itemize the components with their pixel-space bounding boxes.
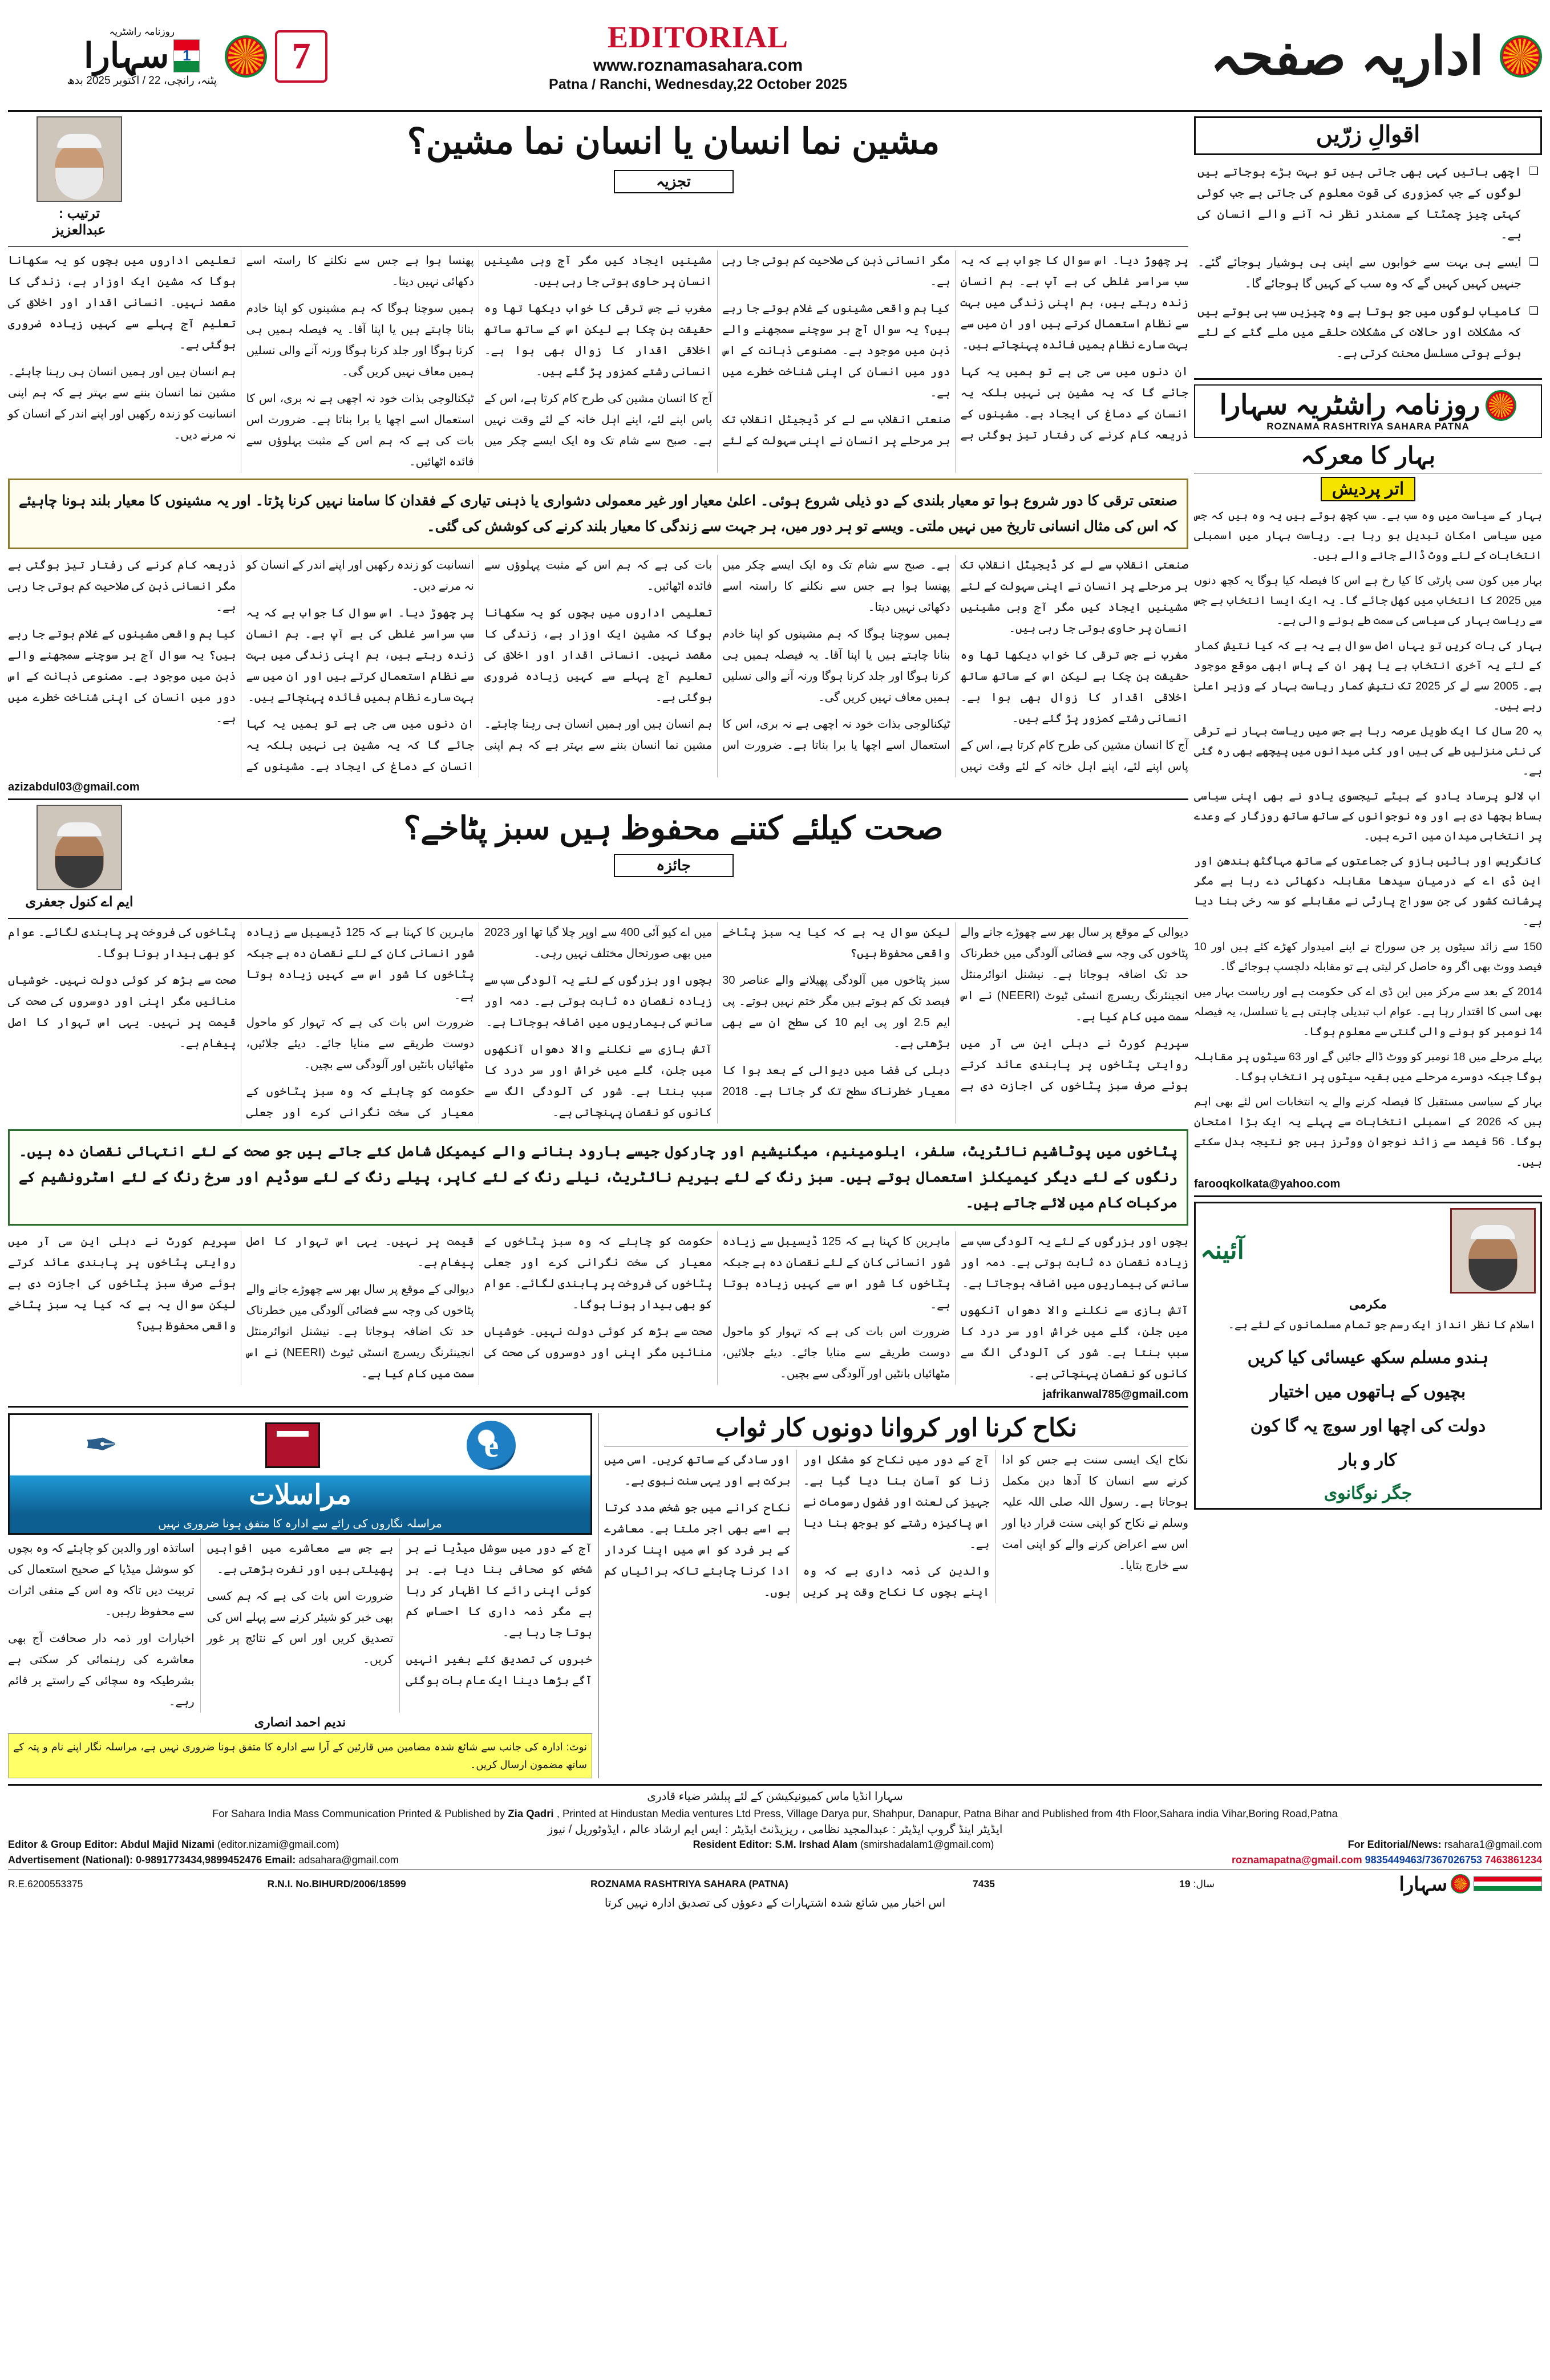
list-item: ❑ کامیاب لوگوں میں جو ہوتا ہے وہ چیزیں سب ہی ہوتے ہیں کہ مشکلات اور حالات کی مشکلات حلقے میں ملے گئے کے لئے ہوئے ہوتی مسلسل محنت کرتی ہے۔ xyxy=(1197,302,1539,364)
paragraph: بچوں اور بزرگوں کے لئے یہ آلودگی سب سے زیادہ نقصان دہ ثابت ہوتی ہے۔ دمہ اور سانس کی بیماریوں میں اضافہ ہوجاتا ہے۔ xyxy=(960,1235,1188,1290)
paragraph: آتش بازی سے نکلنے والا دھواں آنکھوں میں جلن، گلے میں خراش اور سر درد کا سبب بنتا ہے۔ شور کی آلودگی الگ سے کانوں کو نقصان پہنچاتی ہے۔ xyxy=(484,1043,713,1119)
poet-face-illustration xyxy=(1468,1234,1517,1288)
paragraph: اساتذہ اور والدین کو چاہئے کہ وہ بچوں کو سوشل میڈیا کے صحیح استعمال کی تربیت دیں تاکہ وہ اس کے منفی اثرات سے محفوظ رہیں۔ xyxy=(8,1542,195,1618)
logo-urdu: سہارا xyxy=(84,36,169,75)
nikah-body xyxy=(604,1450,1188,1603)
paragraph: نکاح کرانے میں جو شخص مدد کرتا ہے اسے بھی اجر ملتا ہے۔ معاشرے کے ہر فرد کو اس میں اپنا کردار ادا کرنا چاہئے تاکہ برائیاں کم ہوں۔ xyxy=(604,1502,791,1599)
ad-email[interactable]: adsahara@gmail.com xyxy=(298,1854,399,1866)
ad-national-phone: 0-9891773434,9899452476 xyxy=(136,1854,262,1866)
paragraph: بچوں اور بزرگوں کے لئے یہ آلودگی سب سے زیادہ نقصان دہ ثابت ہوتی ہے۔ دمہ اور سانس کی بیماریوں میں اضافہ ہوجاتا ہے۔ xyxy=(484,974,713,1029)
paragraph: بہار کے سیاست میں وہ سب ہے۔ سب کچھ ہوتے ہیں یہ وہ ہیں کہ جس میں سیاسی امکان تبدیل ہو رہا ہے۔ ریاست بہار میں اسمبلی انتخابات کے لئے ووٹ ڈالے جانے والے ہیں۔ xyxy=(1194,509,1542,562)
paragraph: آج کے دور میں سوشل میڈیا نے ہر شخص کو صحافی بنا دیا ہے۔ ہر کوئی اپنی رائے کا اظہار کر رہا ہے مگر ذمہ داری کا احساس کم ہوتا جا رہا ہے۔ xyxy=(406,1542,592,1639)
paragraph: کانگریس اور بائیں بازو کی جماعتوں کے ساتھ مہاگٹھ بندھن اور این ڈی اے کے درمیان سیدھا مقابلہ دکھائی دے رہا ہے مگر پرشانت کشور کی جن سوراج پارٹی نے مقابلے کو سہ رخی بنا دیا ہے۔ xyxy=(1194,855,1542,928)
divider xyxy=(8,1406,1188,1408)
editorial-news-email[interactable]: rsahara1@gmail.com xyxy=(1444,1838,1542,1850)
paragraph: 150 سے زائد سیٹوں پر جن سوراج نے اپنے امیدوار کھڑے کئے ہیں اور 10 فیصد ووٹ بھی اگر وہ حاصل کر لیتی ہے تو مقابلہ دلچسپ ہوجائے گا۔ xyxy=(1194,940,1542,973)
paragraph: اب لالو پرساد یادو کے بیٹے تیجسوی یادو نے بھی اپنی سیاسی بساط بچھا دی ہے اور وہ نوجوانوں کے ساتھ ساتھ روزگار کے وعدے پر انتخابی میدان میں اترے ہیں۔ xyxy=(1194,789,1542,843)
footer-disclaimer: اس اخبار میں شائع شدہ اشتہارات کے دعوؤں کی تصدیق ادارہ نہیں کرتا xyxy=(604,1896,946,1909)
paragraph: ہم انسان ہیں اور ہمیں انسان ہی رہنا چاہئے۔ مشین نما انسان بننے سے بہتر ہے کہ ہم اپنی انسانیت کو زندہ رکھیں اور اپنے اندر کے انسان کو نہ مرنے دیں۔ xyxy=(246,559,713,752)
masthead-center xyxy=(327,6,1069,107)
nikah-article xyxy=(604,1413,1188,1778)
sahara-banner-urdu: روزنامہ راشٹریہ سہارا xyxy=(1219,390,1480,420)
aqwal-list xyxy=(1194,160,1542,374)
poet-name: جگر نوگانوی xyxy=(1324,1483,1413,1503)
issue-number: 7435 xyxy=(972,1878,995,1890)
editor-label: Editor & Group Editor: xyxy=(8,1838,118,1850)
editor-name: Abdul Majid Nizami xyxy=(120,1838,215,1850)
aqwal-title: اقوالِ زرّیں xyxy=(1194,116,1542,155)
article-2-pullquote: پٹاخوں میں پوٹاشیم نائٹریٹ، سلفر، ایلومینیم، میگنیشیم اور چارکول جیسے بارود بنانے والے کیمیکل شامل کئے جاتے ہیں جو صحت کے لئے انتہائی نقصان دہ ہیں۔ رنگوں کے لئے دیگر کیمیکلز استعمال ہوتے ہیں۔ سبز رنگ کے لئے بیریم نائٹریٹ، نیلے رنگ کے لئے کاپر، پیلے رنگ کے لئے سوڈیم اور سرخ رنگ کے لئے اسٹرونشیم کے مرکبات کام میں لائے جاتے ہیں۔ xyxy=(8,1129,1188,1226)
paragraph: صحت سے بڑھ کر کوئی دولت نہیں۔ خوشیاں منائیں مگر اپنی اور دوسروں کی صحت کی قیمت پر نہیں۔ یہی اس تہوار کا اصل پیغام ہے۔ xyxy=(246,1235,713,1359)
article-1-body-cont xyxy=(8,555,1188,777)
paragraph: دہلی کی فضا میں دیوالی کے بعد ہوا کا معیار خطرناک سطح تک گر جاتا ہے۔ 2018 میں اے کیو آئی 400 سے اوپر چلا گیا تھا اور 2023 میں بھی صورتحال مختلف نہیں رہی۔ xyxy=(484,926,950,1098)
author-prefix: ترتیب : xyxy=(58,206,100,221)
poet-photo xyxy=(1450,1208,1536,1294)
murasalat-author: ندیم احمد انصاری xyxy=(254,1715,346,1729)
paragraph: سپریم کورٹ نے دہلی این سی آر میں روایتی پٹاخوں پر پابندی عائد کرتے ہوئے صرف سبز پٹاخوں کی اجازت دی ہے لیکن سوال یہ ہے کہ کیا یہ سبز پٹاخے واقعی محفوظ ہیں؟ xyxy=(722,926,1188,1092)
murasalat-box xyxy=(8,1413,592,1535)
bihar-email[interactable]: farooqkolkata@yahoo.com xyxy=(1194,1177,1341,1190)
footer-editors-row xyxy=(8,1839,1542,1851)
article-2-tag: جائزہ xyxy=(614,854,734,877)
sidebar-column xyxy=(1194,116,1542,1778)
divider xyxy=(8,798,1188,800)
divider xyxy=(8,246,1188,247)
author-name: ایم اے کنول جعفری xyxy=(25,894,133,910)
article-2-body xyxy=(8,922,1188,1124)
divider xyxy=(1194,1195,1542,1197)
rni-number: R.N.I. No.BIHURD/2006/18599 xyxy=(267,1878,406,1890)
footer-ads-row xyxy=(8,1854,1542,1866)
murasalat-note: مراسلہ نگاروں کی رائے سے ادارہ کا متفق ہونا ضروری نہیں xyxy=(10,1514,590,1533)
newspaper-logo xyxy=(67,26,217,87)
editorial-news-label: For Editorial/News: xyxy=(1347,1838,1442,1850)
author-face-illustration xyxy=(55,143,104,197)
paragraph: حکومت کو چاہئے کہ وہ سبز پٹاخوں کے معیار کی سخت نگرانی کرے اور جعلی پٹاخوں کی فروخت پر پابندی لگائے۔ عوام کو بھی بیدار ہونا ہوگا۔ xyxy=(484,1235,713,1311)
paragraph: پہلے مرحلے میں 18 نومبر کو ووٹ ڈالے جائیں گے اور 63 سیٹوں پر مقابلہ ہوگا جبکہ دوسرے مرحلے میں بقیہ سیٹوں پر انتخاب ہوگا۔ xyxy=(1194,1051,1542,1084)
masthead-logo-area xyxy=(8,6,327,107)
footer-logo xyxy=(1399,1872,1542,1896)
mirror-title: آئینہ xyxy=(1200,1236,1244,1265)
divider xyxy=(1194,378,1542,380)
paragraph: ماہرین کا کہنا ہے کہ 125 ڈیسیبل سے زیادہ شور انسانی کان کے لئے نقصان دہ ہے جبکہ پٹاخوں کا شور اس سے کہیں زیادہ ہوتا ہے۔ xyxy=(246,926,474,1002)
re-number: R.E.6200553375 xyxy=(8,1878,83,1890)
mirror-header xyxy=(1200,1208,1536,1294)
author-face-illustration xyxy=(55,831,104,886)
article-1-body xyxy=(8,250,1188,473)
article-2-body-cont xyxy=(8,1231,1188,1385)
footer-phones: 9835449463/7367026753 xyxy=(1365,1854,1482,1866)
list-item: ❑ ایسے ہی بہت سے خوابوں سے اپنی ہی ہوشیار ہوجائے گئے۔ جنہیں کہیں کہیں گے کہ وہ سب کے کہیں گا ہوجائے گا۔ xyxy=(1197,253,1539,295)
resident-editor-email[interactable]: (smirshadalam1@gmail.com) xyxy=(860,1838,994,1850)
couplet-line: بچیوں کے ہاتھوں میں اختیار xyxy=(1270,1382,1466,1401)
murasalat-section xyxy=(8,1413,592,1778)
paragraph: ان دنوں میں سی جی ہے تو ہمیں یہ کہا جائے گا کہ یہ مشین ہی نہیں بلکہ یہ انسان کے دماغ کی ایجاد ہے۔ مشینوں کے ذریعہ کام کرنے کی رفتار تیز ہوگئی ہے مگر انسانی ذہن کی صلاحیت کم ہوتی جا رہی ہے۔ xyxy=(722,254,1188,441)
article-1-author-box xyxy=(8,116,151,238)
paragraph: بہار میں کون سی پارٹی کا کیا رخ ہے اس کا فیصلہ کیا ہوگا یہ کچھ دنوں میں 2025 کا انتخاب میں کھل جائے گا۔ یہ ایک ایسا انتخاب ہے جس سے ریاست بہار کی سیاسی کی سمت طے ہونے والی ہے۔ xyxy=(1194,574,1543,627)
sahara-banner xyxy=(1194,384,1542,438)
masthead-section-title xyxy=(1069,6,1542,107)
page-body xyxy=(8,116,1542,1778)
couplets xyxy=(1200,1341,1536,1478)
bottom-section xyxy=(8,1413,1188,1778)
paragraph: بہار کی بات کریں تو یہاں اصل سوال ہے یہ ہے کہ کیا نتیش کمار کے لئے یہ آخری انتخاب ہے یا پھر ان کے پاس ابھی موقع موجود ہے۔ 2005 سے لے کر 2025 تک نتیش کمار ریاست بہار کے وزیر اعلیٰ رہے ہیں۔ xyxy=(1194,639,1542,712)
article-2-author-box xyxy=(8,805,151,910)
logo-top-urdu: روزنامہ راشٹریہ xyxy=(109,26,175,37)
footer-fax: 7463861234 xyxy=(1484,1854,1542,1866)
flag-icon: 1 xyxy=(173,39,200,72)
paragraph: ہم انسان ہیں اور ہمیں انسان ہی رہنا چاہئے۔ مشین نما انسان بننے سے بہتر ہے کہ ہم اپنی انسانیت کو زندہ رکھیں اور اپنے اندر کے انسان کو نہ مرنے دیں۔ xyxy=(8,366,236,441)
author-name: عبدالعزیز xyxy=(52,222,106,238)
paragraph: پر چھوڑ دیا۔ اس سوال کا جواب ہے کہ یہ سب سراسر غلطی کی ہے آپ ہے۔ ہم انسان زندہ رہتے ہیں، ہم اپنی زندگی میں بہت سے نظام استعمال کرتے ہیں اور ان میں سے بہت سارے نظام ہمیں فائدہ پہنچاتے ہیں۔ xyxy=(960,254,1188,351)
editor-email[interactable]: (editor.nizami@gmail.com) xyxy=(217,1838,339,1850)
paragraph: صنعتی انقلاب سے لے کر ڈیجیٹل انقلاب تک ہر مرحلے پر انسان نے اپنی سہولت کے لئے مشینیں ایجاد کیں مگر آج وہی مشینیں انسان پر حاوی ہوتی جا رہی ہیں۔ xyxy=(960,559,1188,635)
bihar-body xyxy=(1194,506,1542,1173)
paper-name: ROZNAMA RASHTRIYA SAHARA (PATNA) xyxy=(590,1878,788,1890)
paragraph: دیوالی کے موقع پر سال بھر سے چھوڑے جانے والے پٹاخوں کی وجہ سے فضائی آلودگی میں خطرناک حد تک اضافہ ہوجاتا ہے۔ نیشنل انوائرمنٹل انجینئرنگ ریسرچ انسٹی ٹیوٹ (NEERI) نے اس سمت میں کام کیا ہے۔ xyxy=(246,1283,474,1380)
paragraph: آج کا انسان مشین کی طرح کام کرتا ہے، اس کے پاس اپنے لئے، اپنے اہل خانہ کے لئے وقت نہیں ہے۔ صبح سے شام تک وہ ایک ایسے چکر میں پھنسا ہوا ہے جس سے نکلنے کا راستہ اسے دکھائی نہیں دیتا۔ xyxy=(722,559,1188,773)
paragraph: کیا ہم واقعی مشینوں کے غلام ہوتے جا رہے ہیں؟ یہ سوال آج ہر سوچنے سمجھنے والے ذہن میں موجود ہے۔ مصنوعی ذہانت کے اس دور میں انسان کی اپنی شناخت خطرے میں ہے۔ xyxy=(722,302,950,399)
paragraph: بہار کے سیاسی مستقبل کا فیصلہ کرنے والے یہ انتخابات اس لئے بھی اہم ہیں کہ 2026 کے اسمبلی انتخابات سے پہلے یہ ایک بڑا امتحان ہوگا۔ 56 فیصد سے زائد نوجوان ووٹرز ہیں جو نتیجہ بدل سکتے ہیں۔ xyxy=(1194,1096,1543,1169)
couplet-line: دولت کی اچھا اور سوچ یہ گا کون xyxy=(1250,1416,1486,1436)
article-1 xyxy=(8,116,1188,794)
footer-urdu-line: سہارا انڈیا ماس کمیونیکیشن کے لئے پبلشر ضیاء قادری xyxy=(647,1790,903,1803)
footer-imprint-suffix: , Printed at Hindustan Media ventures Ltd Press, Village Darya pur, Shahpur, Danapur, Patna Bihar and Published from 4th Floor,Sahara india Vihar,Boring Road,Patna xyxy=(556,1807,1338,1820)
paragraph: آج کے دور میں نکاح کو مشکل اور زنا کو آسان بنا دیا گیا ہے۔ جہیز کی لعنت اور فضول رسومات نے اس پاکیزہ رشتے کو بوجھ بنا دیا ہے۔ xyxy=(803,1454,990,1551)
paragraph: سپریم کورٹ نے دہلی این سی آر میں روایتی پٹاخوں پر پابندی عائد کرتے ہوئے صرف سبز پٹاخوں کی اجازت دی ہے لیکن سوال یہ ہے کہ کیا یہ سبز پٹاخے واقعی محفوظ ہیں؟ xyxy=(8,1235,236,1332)
section-title-urdu: اداریہ صفحہ xyxy=(1210,27,1484,86)
paragraph: کیا ہم واقعی مشینوں کے غلام ہوتے جا رہے ہیں؟ یہ سوال آج ہر سوچنے سمجھنے والے ذہن میں موجود ہے۔ مصنوعی ذہانت کے اس دور میں انسان کی اپنی شناخت خطرے میں ہے۔ xyxy=(8,628,236,725)
author-photo xyxy=(37,805,122,890)
divider xyxy=(8,918,1188,919)
paragraph: مغرب نے جس ترقی کا خواب دیکھا تھا وہ حقیقت بن چکا ہے لیکن اس کے ساتھ ساتھ اخلاقی اقدار کا زوال بھی ہوا ہے۔ انسانی رشتے کمزور پڑ گئے ہیں۔ xyxy=(484,302,713,378)
paragraph: حکومت کو چاہئے کہ وہ سبز پٹاخوں کے معیار کی سخت نگرانی کرے اور جعلی پٹاخوں کی فروخت پر پابندی لگائے۔ عوام کو بھی بیدار ہونا ہوگا۔ xyxy=(8,926,474,1119)
sun-burst-icon-3 xyxy=(1486,390,1516,421)
article-1-headline: مشین نما انسان یا انسان نما مشین؟ xyxy=(407,122,940,161)
page-number: 7 xyxy=(275,30,327,83)
ad-email-label: Email: xyxy=(265,1854,296,1866)
quill-pen-icon: ✒ xyxy=(84,1422,119,1468)
murasalat-body xyxy=(8,1538,592,1713)
paragraph: تعلیمی اداروں میں بچوں کو یہ سکھانا ہوگا کہ مشین ایک اوزار ہے، زندگی کا مقصد نہیں۔ انسانی اقدار اور اخلاق کی تعلیم آج پہلے سے کہیں زیادہ ضروری ہوگئی ہے۔ xyxy=(484,607,713,704)
paragraph: ضرورت اس بات کی ہے کہ ہم کسی بھی خبر کو شیئر کرنے سے پہلے اس کی تصدیق کریں اور اس کے نتائج پر غور کریں۔ xyxy=(207,1590,394,1666)
sun-burst-icon-2 xyxy=(225,35,267,78)
page-footer xyxy=(8,1784,1542,1910)
ad-national-label: Advertisement (National): xyxy=(8,1854,133,1866)
paragraph: ٹیکنالوجی بذات خود نہ اچھی ہے نہ بری، اس کا استعمال اسے اچھا یا برا بناتا ہے۔ ضرورت اس بات کی ہے کہ ہم اس کے مثبت پہلوؤں سے فائدہ اٹھائیں۔ xyxy=(484,559,950,752)
author-photo xyxy=(37,116,122,202)
footer-urdu-line-2: ایڈیٹر اینڈ گروپ ایڈیٹر : عبدالمجید نظامی ، ریزیڈنٹ ایڈیٹر : ایس ایم ارشاد عالم ، ایڈوٹوریل / نیوز xyxy=(547,1823,1003,1836)
murasalat-icons xyxy=(10,1415,590,1475)
mailbox-icon xyxy=(265,1422,320,1468)
article-1-pullquote: صنعتی ترقی کا دور شروع ہوا تو معیار بلندی کے دو ذیلی شروع ہوئی۔ اعلیٰ معیار اور غیر معمولی دشواری یا ذہنی تیاری کے فقدان کا سامنا نہیں کرنا پڑتا۔ اور یہ مشینوں کا معیار بلند ہونا چاہیئے کہ اس کی مثال انسانی تاریخ میں نہیں ملتی۔ ویسے تو ہر دور میں، ہر جہت سے زندگی کا معیار بلند کرنے کی کوشش کی گئی۔ xyxy=(8,479,1188,549)
patna-email[interactable]: roznamapatna@gmail.com xyxy=(1232,1854,1362,1866)
nikah-title: نکاح کرنا اور کروانا دونوں کار ثواب xyxy=(715,1414,1077,1442)
paragraph: آتش بازی سے نکلنے والا دھواں آنکھوں میں جلن، گلے میں خراش اور سر درد کا سبب بنتا ہے۔ شور کی آلودگی الگ سے کانوں کو نقصان پہنچاتی ہے۔ xyxy=(960,1304,1188,1380)
paragraph: مغرب نے جس ترقی کا خواب دیکھا تھا وہ حقیقت بن چکا ہے لیکن اس کے ساتھ ساتھ اخلاقی اقدار کا زوال بھی ہوا ہے۔ انسانی رشتے کمزور پڑ گئے ہیں۔ xyxy=(960,649,1188,725)
couplet-line: کار و بار xyxy=(1339,1450,1397,1470)
paragraph: صنعتی انقلاب سے لے کر ڈیجیٹل انقلاب تک ہر مرحلے پر انسان نے اپنی سہولت کے لئے مشینیں ایجاد کیں مگر آج وہی مشینیں انسان پر حاوی ہوتی جا رہی ہیں۔ xyxy=(484,254,950,447)
couplet-line: ہندو مسلم سکھ عیسائی کیا کریں xyxy=(1247,1348,1489,1367)
mirror-box xyxy=(1194,1202,1542,1510)
article-2-headline: صحت کیلئے کتنے محفوظ ہیں سبز پٹاخے؟ xyxy=(403,810,944,846)
footer-bottom-row xyxy=(8,1870,1542,1896)
paragraph: سبز پٹاخوں میں آلودگی پھیلانے والے عناصر 30 فیصد تک کم ہوتے ہیں مگر ختم نہیں ہوتے۔ پی ایم 2.5 اور پی ایم 10 کی سطح ان سے بھی بڑھتی ہے۔ xyxy=(722,974,950,1050)
publisher-name: Zia Qadri xyxy=(508,1807,554,1820)
murasalat-banner: مراسلات xyxy=(10,1475,590,1514)
website-url[interactable]: www.roznamasahara.com xyxy=(593,56,803,75)
paragraph: دیوالی کے موقع پر سال بھر سے چھوڑے جانے والے پٹاخوں کی وجہ سے فضائی آلودگی میں خطرناک حد تک اضافہ ہوجاتا ہے۔ نیشنل انوائرمنٹل انجینئرنگ ریسرچ انسٹی ٹیوٹ (NEERI) نے اس سمت میں کام کیا ہے۔ xyxy=(960,926,1188,1023)
footer-imprint-prefix: For Sahara India Mass Communication Printed & Published by xyxy=(212,1807,505,1820)
resident-editor-name: S.M. Irshad Alam xyxy=(775,1838,858,1850)
paragraph: ٹیکنالوجی بذات خود نہ اچھی ہے نہ بری، اس کا استعمال اسے اچھا یا برا بناتا ہے۔ ضرورت اس بات کی ہے کہ ہم اس کے مثبت پہلوؤں سے فائدہ اٹھائیں۔ xyxy=(246,392,474,468)
mirror-subtitle: مکرمی xyxy=(1349,1296,1387,1311)
masthead xyxy=(8,6,1542,112)
article-2 xyxy=(8,805,1188,1401)
paragraph: نکاح ایک ایسی سنت ہے جس کو ادا کرنے سے انسان کا آدھا دین مکمل ہوجاتا ہے۔ رسول اللہ صلی اللہ علیہ وسلم نے نکاح کو اپنی سنت قرار دیا اور اس سے اعراض کرنے والے کو اپنی امت سے خارج بتایا۔ xyxy=(1002,1454,1188,1572)
murasalat-highlight-note: نوٹ: ادارہ کی جانب سے شائع شدہ مضامین میں قارئین کے آرا سے ادارہ کا متفق ہونا ضروری نہیں ہے، مراسلہ نگار اپنے نام و پتہ کے ساتھ مضمون ارسال کریں۔ xyxy=(8,1733,592,1778)
article-2-email[interactable]: jafrikanwal785@gmail.com xyxy=(1042,1388,1188,1401)
article-1-tag: تجزیہ xyxy=(614,170,734,193)
sun-burst-icon xyxy=(1500,35,1542,78)
resident-editor-label: Resident Editor: xyxy=(693,1838,772,1850)
paragraph: والدین کی ذمہ داری ہے کہ وہ اپنے بچوں کا نکاح وقت پر کریں اور سادگی کے ساتھ کریں۔ اسی میں برکت ہے اور یہی سنت نبوی ہے۔ xyxy=(604,1454,990,1599)
paragraph: تعلیمی اداروں میں بچوں کو یہ سکھانا ہوگا کہ مشین ایک اوزار ہے، زندگی کا مقصد نہیں۔ انسانی اقدار اور اخلاق کی تعلیم آج پہلے سے کہیں زیادہ ضروری ہوگئی ہے۔ xyxy=(8,254,236,351)
paragraph: آج کا انسان مشین کی طرح کام کرتا ہے، اس کے پاس اپنے لئے، اپنے اہل خانہ کے لئے وقت نہیں ہے۔ صبح سے شام تک وہ ایک ایسے چکر میں پھنسا ہوا ہے جس سے نکلنے کا راستہ اسے دکھائی نہیں دیتا۔ xyxy=(246,254,713,447)
paragraph: ضرورت اس بات کی ہے کہ تہوار کو ماحول دوست طریقے سے منایا جائے۔ دیئے جلائیں، مٹھائیاں بانٹیں اور آلودگی سے بچیں۔ xyxy=(246,1016,474,1071)
paragraph: ہمیں سوچنا ہوگا کہ ہم مشینوں کو اپنا خادم بنانا چاہتے ہیں یا اپنا آقا۔ یہ فیصلہ ہمیں ہی کرنا ہوگا اور جلد کرنا ہوگا ورنہ آنے والی نسلیں ہمیں معاف نہیں کریں گی۔ xyxy=(722,628,950,704)
main-column xyxy=(8,116,1188,1778)
paragraph: ہمیں سوچنا ہوگا کہ ہم مشینوں کو اپنا خادم بنانا چاہتے ہیں یا اپنا آقا۔ یہ فیصلہ ہمیں ہی کرنا ہوگا اور جلد کرنا ہوگا ورنہ آنے والی نسلیں ہمیں معاف نہیں کریں گی۔ xyxy=(246,302,474,378)
paragraph: پر چھوڑ دیا۔ اس سوال کا جواب ہے کہ یہ سب سراسر غلطی کی ہے آپ ہے۔ ہم انسان زندہ رہتے ہیں، ہم اپنی زندگی میں بہت سے نظام استعمال کرتے ہیں اور ان میں سے بہت سارے نظام ہمیں فائدہ پہنچاتے ہیں۔ xyxy=(246,607,474,704)
list-item: ❑ اچھی باتیں کہی بھی جاتی ہیں تو بہت بڑے ہوجاتے ہیں لوگوں کے جب کمزوری کی قوت معلوم کی جاتی ہے جب کوئی کہتی چیز چمٹتا کے سمندر نظر نہ آنے والے انسان کی ہے۔ xyxy=(1197,162,1539,246)
up-badge: اتر پردیش xyxy=(1321,477,1415,501)
paragraph: صحت سے بڑھ کر کوئی دولت نہیں۔ خوشیاں منائیں مگر اپنی اور دوسروں کی صحت کی قیمت پر نہیں۔ یہی اس تہوار کا اصل پیغام ہے۔ xyxy=(8,974,236,1050)
internet-explorer-icon: e xyxy=(467,1421,516,1470)
paragraph: ان دنوں میں سی جی ہے تو ہمیں یہ کہا جائے گا کہ یہ مشین ہی نہیں بلکہ یہ انسان کے دماغ کی ایجاد ہے۔ مشینوں کے ذریعہ کام کرنے کی رفتار تیز ہوگئی ہے مگر انسانی ذہن کی صلاحیت کم ہوتی جا رہی ہے۔ xyxy=(8,559,474,773)
paragraph: اخبارات اور ذمہ دار صحافت آج بھی معاشرے کی رہنمائی کر سکتی ہے بشرطیکہ وہ سچائی کے راستے پر قائم رہے۔ xyxy=(8,1632,195,1708)
paragraph: 2014 کے بعد سے مرکز میں این ڈی اے کی حکومت ہے اور ریاست بہار میں بھی اسی کا اقتدار رہا ہے۔ عوام اب تبدیلی چاہتی ہے یا تسلسل، یہ فیصلہ 14 نومبر کو ہونے والی گنتی سے معلوم ہوگا۔ xyxy=(1194,985,1542,1038)
flag-bar-icon xyxy=(1474,1876,1542,1891)
paragraph: ماہرین کا کہنا ہے کہ 125 ڈیسیبل سے زیادہ شور انسانی کان کے لئے نقصان دہ ہے جبکہ پٹاخوں کا شور اس سے کہیں زیادہ ہوتا ہے۔ xyxy=(722,1235,950,1311)
year-value: 19 xyxy=(1179,1878,1191,1890)
paragraph: ضرورت اس بات کی ہے کہ تہوار کو ماحول دوست طریقے سے منایا جائے۔ دیئے جلائیں، مٹھائیاں بانٹیں اور آلودگی سے بچیں۔ xyxy=(722,1325,950,1380)
year-label: سال: xyxy=(1193,1878,1215,1890)
paragraph: یہ 20 سال کا ایک طویل عرصہ رہا ہے جس میں ریاست بہار نے ترقی کی نئی منزلیں طے کی ہیں اور کئی میدانوں میں پیچھے بھی رہ گئی ہے۔ xyxy=(1194,724,1542,777)
footer-logo-urdu: سہارا xyxy=(1399,1873,1447,1895)
sahara-banner-en: ROZNAMA RASHTRIYA SAHARA PATNA xyxy=(1266,420,1470,432)
bihar-heading: بہار کا معرکہ xyxy=(1300,441,1436,469)
article-1-email[interactable]: azizabdul03@gmail.com xyxy=(8,781,140,793)
dateline: Patna / Ranchi, Wednesday,22 October 2025 xyxy=(549,76,847,92)
footer-imprint xyxy=(8,1806,1542,1822)
editorial-label: EDITORIAL xyxy=(607,20,789,54)
paragraph: خبروں کی تصدیق کئے بغیر انہیں آگے بڑھا دینا ایک عام بات ہوگئی ہے جس سے معاشرے میں افواہیں پھیلتی ہیں اور نفرت بڑھتی ہے۔ xyxy=(207,1542,592,1687)
mirror-intro: اسلام کا نظر انداز ایک رسم جو تمام مسلمانوں کے لئے ہے۔ xyxy=(1228,1318,1536,1331)
sun-burst-icon-4 xyxy=(1451,1874,1470,1894)
logo-date-urdu: پٹنہ، رانچی، 22 / اکتوبر 2025 بدھ xyxy=(67,74,217,87)
